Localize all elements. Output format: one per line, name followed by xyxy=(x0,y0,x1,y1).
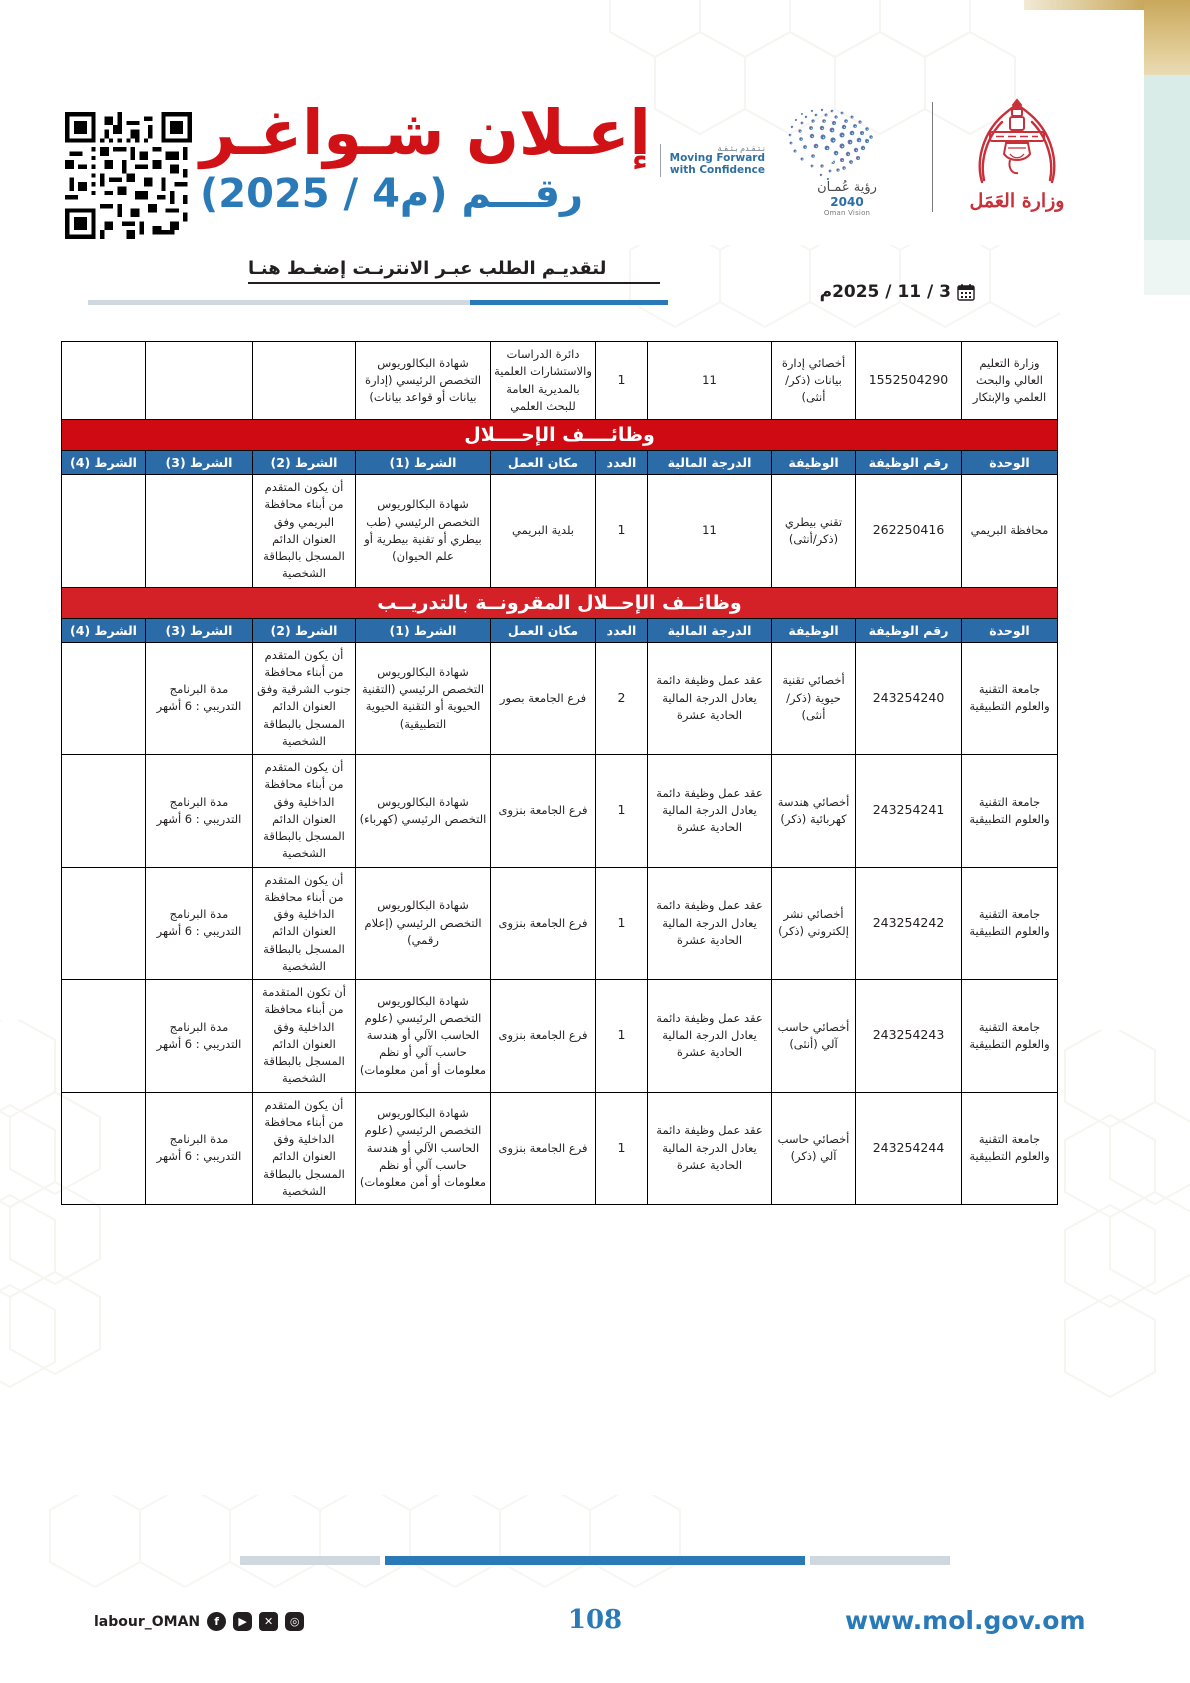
x-twitter-icon[interactable]: ✕ xyxy=(259,1612,278,1631)
cell-cond3: مدة البرنامج التدريبي : 6 أشهر xyxy=(146,867,253,980)
cell-cond2: أن تكون المتقدمة من أبناء محافظة الداخلية وفق العنوان الدائم المسجل بالبطاقة الشخصية xyxy=(253,980,356,1093)
cell-place: فرع الجامعة بنزوى xyxy=(491,980,596,1093)
column-header-5: مكان العمل xyxy=(491,451,596,475)
cell-cond3: مدة البرنامج التدريبي : 6 أشهر xyxy=(146,1092,253,1205)
cell-cond1: شهادة البكالوريوس التخصص الرئيسي (كهرباء) xyxy=(356,755,491,868)
page-footer xyxy=(0,1533,1190,1683)
header-rule xyxy=(88,300,668,305)
column-header-4: العدد xyxy=(596,618,648,642)
ministry-logo xyxy=(952,96,1082,212)
column-header-0: الوحدة xyxy=(962,618,1058,642)
cell-grade: 11 xyxy=(648,475,772,588)
logo-divider xyxy=(932,102,933,212)
column-header-8: الشرط (3) xyxy=(146,618,253,642)
cell-unit: جامعة التقنية والعلوم التطبيقية xyxy=(962,755,1058,868)
cell-place: فرع الجامعة بصور xyxy=(491,642,596,755)
cell-cond4 xyxy=(62,867,146,980)
footer-rule-right xyxy=(810,1556,950,1565)
cell-job-no: 1552504290 xyxy=(856,342,962,420)
announcement-title-block xyxy=(200,96,660,218)
table-row xyxy=(62,1092,1058,1205)
footer-rule xyxy=(385,1556,805,1565)
ministry-name-label: وزارة العَمَل xyxy=(969,190,1065,212)
column-header-9: الشرط (4) xyxy=(62,618,146,642)
table-row xyxy=(62,755,1058,868)
column-header-0: الوحدة xyxy=(962,451,1058,475)
cell-count: 1 xyxy=(596,342,648,420)
cell-job-no: 243254244 xyxy=(856,1092,962,1205)
section-banner: وظائــــف الإحــــلال xyxy=(62,420,1058,451)
cell-grade: عقد عمل وظيفة دائمة يعادل الدرجة المالية الحادية عشرة xyxy=(648,755,772,868)
cell-count: 2 xyxy=(596,642,648,755)
column-header-6: الشرط (1) xyxy=(356,618,491,642)
page-title: إعـلان شـواغـر xyxy=(200,96,651,169)
logo-zone xyxy=(660,92,1080,252)
cell-count: 1 xyxy=(596,980,648,1093)
column-header-7: الشرط (2) xyxy=(253,451,356,475)
cell-job-no: 243254243 xyxy=(856,980,962,1093)
cell-grade: عقد عمل وظيفة دائمة يعادل الدرجة المالية الحادية عشرة xyxy=(648,867,772,980)
instagram-icon[interactable]: ◎ xyxy=(285,1612,304,1631)
cell-job-no: 243254240 xyxy=(856,642,962,755)
cell-cond3 xyxy=(146,342,253,420)
footer-rule-left xyxy=(240,1556,380,1565)
cell-grade: عقد عمل وظيفة دائمة يعادل الدرجة المالية الحادية عشرة xyxy=(648,642,772,755)
hex-pattern-right xyxy=(1060,1030,1190,1450)
cell-cond4 xyxy=(62,980,146,1093)
cell-job-no: 243254241 xyxy=(856,755,962,868)
cell-grade: عقد عمل وظيفة دائمة يعادل الدرجة المالية الحادية عشرة xyxy=(648,1092,772,1205)
cell-cond2 xyxy=(253,342,356,420)
cell-cond1: شهادة البكالوريوس التخصص الرئيسي (إدارة بيانات أو قواعد بيانات) xyxy=(356,342,491,420)
vision-label: رؤية عُمـان xyxy=(817,180,877,195)
cell-job: أخصائي حاسب آلي (أنثى) xyxy=(772,980,856,1093)
tagline-en-line1: Moving Forward xyxy=(669,152,765,164)
cell-count: 1 xyxy=(596,1092,648,1205)
cell-cond2: أن يكون المتقدم من أبناء محافظة الداخلية وفق العنوان الدائم المسجل بالبطاقة الشخصية xyxy=(253,1092,356,1205)
column-header-2: الوظيفة xyxy=(772,618,856,642)
qr-code-icon[interactable] xyxy=(65,112,192,239)
cell-unit: جامعة التقنية والعلوم التطبيقية xyxy=(962,867,1058,980)
section-banner-row xyxy=(62,587,1058,618)
column-header-5: مكان العمل xyxy=(491,618,596,642)
facebook-icon[interactable]: f xyxy=(207,1612,226,1631)
cell-grade: 11 xyxy=(648,342,772,420)
publication-date xyxy=(815,282,975,302)
cell-job: تقني بيطري (ذكر/أنثى) xyxy=(772,475,856,588)
cell-cond2: أن يكون المتقدم من أبناء محافظة الداخلية وفق العنوان الدائم المسجل بالبطاقة الشخصية xyxy=(253,867,356,980)
cell-grade: عقد عمل وظيفة دائمة يعادل الدرجة المالية الحادية عشرة xyxy=(648,980,772,1093)
website-link[interactable]: www.mol.gov.om xyxy=(845,1606,1086,1635)
column-header-8: الشرط (3) xyxy=(146,451,253,475)
cell-cond4 xyxy=(62,475,146,588)
section-banner-row xyxy=(62,420,1058,451)
cell-place: بلدية البريمي xyxy=(491,475,596,588)
cell-place: فرع الجامعة بنزوى xyxy=(491,1092,596,1205)
table-row xyxy=(62,642,1058,755)
oman-national-emblem-icon xyxy=(952,96,1082,188)
tagline-en-line2: with Confidence xyxy=(669,163,765,176)
cell-job: أخصائي نشر إلكتروني (ذكر) xyxy=(772,867,856,980)
cell-job: أخصائي حاسب آلي (ذكر) xyxy=(772,1092,856,1205)
table-row xyxy=(62,475,1058,588)
column-header-1: رقم الوظيفة xyxy=(856,451,962,475)
cell-cond4 xyxy=(62,342,146,420)
cell-unit: وزارة التعليم العالي والبحث العلمي والإبتكار xyxy=(962,342,1058,420)
column-header-1: رقم الوظيفة xyxy=(856,618,962,642)
column-header-row xyxy=(62,451,1058,475)
vision-en-label: Oman Vision xyxy=(823,209,871,217)
page-header xyxy=(0,0,1190,320)
cell-cond1: شهادة البكالوريوس التخصص الرئيسي (علوم الحاسب الآلي أو هندسة حاسب آلي أو نظم معلومات أو أمن معلومات) xyxy=(356,1092,491,1205)
cell-cond3: مدة البرنامج التدريبي : 6 أشهر xyxy=(146,755,253,868)
cell-cond3 xyxy=(146,475,253,588)
cell-cond3: مدة البرنامج التدريبي : 6 أشهر xyxy=(146,642,253,755)
cell-job: أخصائي تقنية حيوية (ذكر/ أنثى) xyxy=(772,642,856,755)
vision-swirl-icon xyxy=(772,100,922,188)
calendar-icon xyxy=(957,283,975,301)
column-header-4: العدد xyxy=(596,451,648,475)
moving-forward-tagline xyxy=(660,144,769,177)
vacancies-table xyxy=(61,341,1058,1205)
column-header-6: الشرط (1) xyxy=(356,451,491,475)
youtube-icon[interactable]: ▶ xyxy=(233,1612,252,1631)
cell-cond1: شهادة البكالوريوس التخصص الرئيسي (علوم الحاسب الآلي أو هندسة حاسب آلي أو نظم معلومات أو أمن معلومات) xyxy=(356,980,491,1093)
cell-cond2: أن يكون المتقدم من أبناء محافظة جنوب الشرقية وفق العنوان الدائم المسجل بالبطاقة الشخصية xyxy=(253,642,356,755)
cell-count: 1 xyxy=(596,867,648,980)
social-links xyxy=(92,1612,304,1631)
column-header-2: الوظيفة xyxy=(772,451,856,475)
section-banner: وظائــف الإحــلال المقرونــة بالتدريــب xyxy=(62,587,1058,618)
table-row xyxy=(62,342,1058,420)
date-text: 3 / 11 / 2025م xyxy=(819,282,951,302)
cell-cond1: شهادة البكالوريوس التخصص الرئيسي (التقنية الحيوية أو التقنية الحيوية التطبيقية) xyxy=(356,642,491,755)
table-row xyxy=(62,980,1058,1093)
cell-place: فرع الجامعة بنزوى xyxy=(491,867,596,980)
cell-job-no: 262250416 xyxy=(856,475,962,588)
oman-vision-2040-logo xyxy=(772,100,922,217)
cell-unit: جامعة التقنية والعلوم التطبيقية xyxy=(962,1092,1058,1205)
announcement-number: رقـــم (م4 / 2025) xyxy=(200,171,584,218)
table-row xyxy=(62,867,1058,980)
column-header-7: الشرط (2) xyxy=(253,618,356,642)
vacancies-table-container xyxy=(62,341,1058,1205)
cell-unit: جامعة التقنية والعلوم التطبيقية xyxy=(962,642,1058,755)
cell-cond4 xyxy=(62,642,146,755)
vision-year-label: 2040 xyxy=(830,195,864,209)
cell-place: دائرة الدراسات والاستشارات العلمية بالمديرية العامة للبحث العلمي xyxy=(491,342,596,420)
cell-unit: محافظة البريمي xyxy=(962,475,1058,588)
column-header-3: الدرجة المالية xyxy=(648,451,772,475)
cell-cond4 xyxy=(62,1092,146,1205)
cell-count: 1 xyxy=(596,755,648,868)
apply-online-link[interactable]: لتقديـم الطلب عبـر الانترنـت إضغـط هنـا xyxy=(248,258,660,284)
tagline-arabic: نـتـقـدم بـثـقـة xyxy=(717,144,765,153)
cell-cond2: أن يكون المتقدم من أبناء محافظة البريمي وفق العنوان الدائم المسجل بالبطاقة الشخصية xyxy=(253,475,356,588)
column-header-9: الشرط (4) xyxy=(62,451,146,475)
cell-cond1: شهادة البكالوريوس التخصص الرئيسي (طب بيطري أو تقنية بيطرية أو علم الحيوان) xyxy=(356,475,491,588)
cell-cond4 xyxy=(62,755,146,868)
cell-unit: جامعة التقنية والعلوم التطبيقية xyxy=(962,980,1058,1093)
cell-job: أخصائي إدارة بيانات (ذكر/ أنثى) xyxy=(772,342,856,420)
cell-job-no: 243254242 xyxy=(856,867,962,980)
table-body xyxy=(62,342,1058,1205)
column-header-3: الدرجة المالية xyxy=(648,618,772,642)
cell-place: فرع الجامعة بنزوى xyxy=(491,755,596,868)
cell-cond3: مدة البرنامج التدريبي : 6 أشهر xyxy=(146,980,253,1093)
cell-job: أخصائي هندسة كهربائية (ذكر) xyxy=(772,755,856,868)
cell-cond2: أن يكون المتقدم من أبناء محافظة الداخلية وفق العنوان الدائم المسجل بالبطاقة الشخصية xyxy=(253,755,356,868)
social-handle: labour_OMAN xyxy=(94,1613,201,1630)
page-number: 108 xyxy=(567,1605,623,1635)
cell-count: 1 xyxy=(596,475,648,588)
column-header-row xyxy=(62,618,1058,642)
cell-cond1: شهادة البكالوريوس التخصص الرئيسي (إعلام رقمي) xyxy=(356,867,491,980)
